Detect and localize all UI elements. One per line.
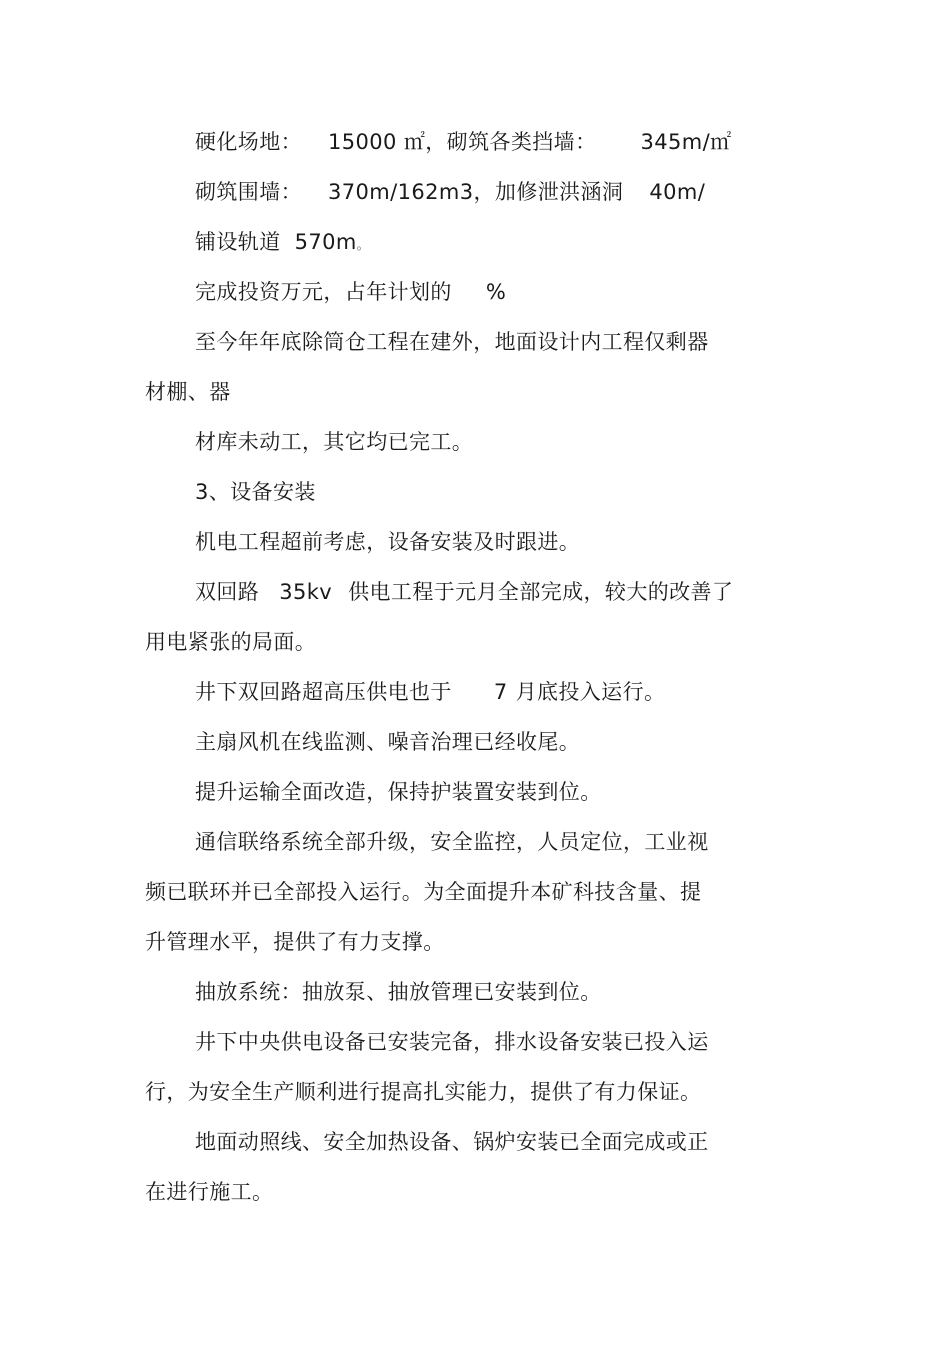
paragraph-track [195,228,369,259]
paragraph-investment [195,278,506,306]
paragraph-surface-lines-line2: 在进行施工。 [145,1180,274,1204]
paragraph-enclosure-wall [195,178,705,206]
dual-circuit-post: 供电工程于元月全部完成，较大的改善了 [348,580,734,604]
underground-power-month: 7 [493,680,508,704]
hardening-area-value: 15000 ㎡ [328,130,426,154]
enclosure-wall-value: 370m/162m3 [328,180,474,204]
paragraph-main-fan: 主扇风机在线监测、噪音治理已经收尾。 [195,730,581,754]
paragraph-warehouse: 材库未动工，其它均已完工。 [195,430,474,454]
track-period: 。 [356,238,370,252]
underground-power-post: 月底投入运行。 [515,680,666,704]
paragraph-hoisting: 提升运输全面改造，保持护装置安装到位。 [195,780,602,804]
underground-power-pre: 井下双回路超高压供电也于 [195,680,452,704]
track-value: 570m [294,230,357,254]
paragraph-mechatronics: 机电工程超前考虑，设备安装及时跟进。 [195,530,581,554]
paragraph-underground-power [195,678,665,706]
investment-text: 完成投资万元，占年计划的 [195,280,452,304]
culvert-value: 40m/ [649,180,706,204]
paragraph-hardening [195,128,732,156]
paragraph-central-power-line2: 行，为安全生产顺利进行提高扎实能力，提供了有力保证。 [145,1080,702,1104]
retaining-wall-label: ，砌筑各类挡墙： [425,130,597,154]
dual-circuit-pre: 双回路 [195,580,260,604]
enclosure-wall-label: 砌筑围墙： [195,180,302,204]
paragraph-communication-line2: 频已联环并已全部投入运行。为全面提升本矿科技含量、提 [145,880,702,904]
paragraph-communication-line1: 通信联络系统全部升级，安全监控，人员定位，工业视 [195,830,709,854]
track-label: 铺设轨道 [195,230,281,254]
culvert-label: ，加修泄洪涵洞 [473,180,624,204]
paragraph-surface-lines-line1: 地面动照线、安全加热设备、锅炉安装已全面完成或正 [195,1130,709,1154]
dual-circuit-voltage: 35kv [279,580,333,604]
retaining-wall-value: 345m/㎡ [640,130,732,154]
paragraph-drainage-system: 抽放系统：抽放泵、抽放管理已安装到位。 [195,980,602,1004]
investment-percent: % [485,280,507,304]
paragraph-dual-circuit-line2: 用电紧张的局面。 [145,630,317,654]
paragraph-communication-line3: 升管理水平，提供了有力支撑。 [145,930,445,954]
paragraph-dual-circuit [195,578,733,606]
paragraph-central-power-line1: 井下中央供电设备已安装完备，排水设备安装已投入运 [195,1030,709,1054]
hardening-label: 硬化场地： [195,130,302,154]
paragraph-year-end-line2: 材棚、器 [145,380,231,404]
paragraph-year-end-line1: 至今年年底除筒仓工程在建外，地面设计内工程仅剩器 [195,330,709,354]
section-heading-equipment: 3、设备安装 [195,480,316,504]
